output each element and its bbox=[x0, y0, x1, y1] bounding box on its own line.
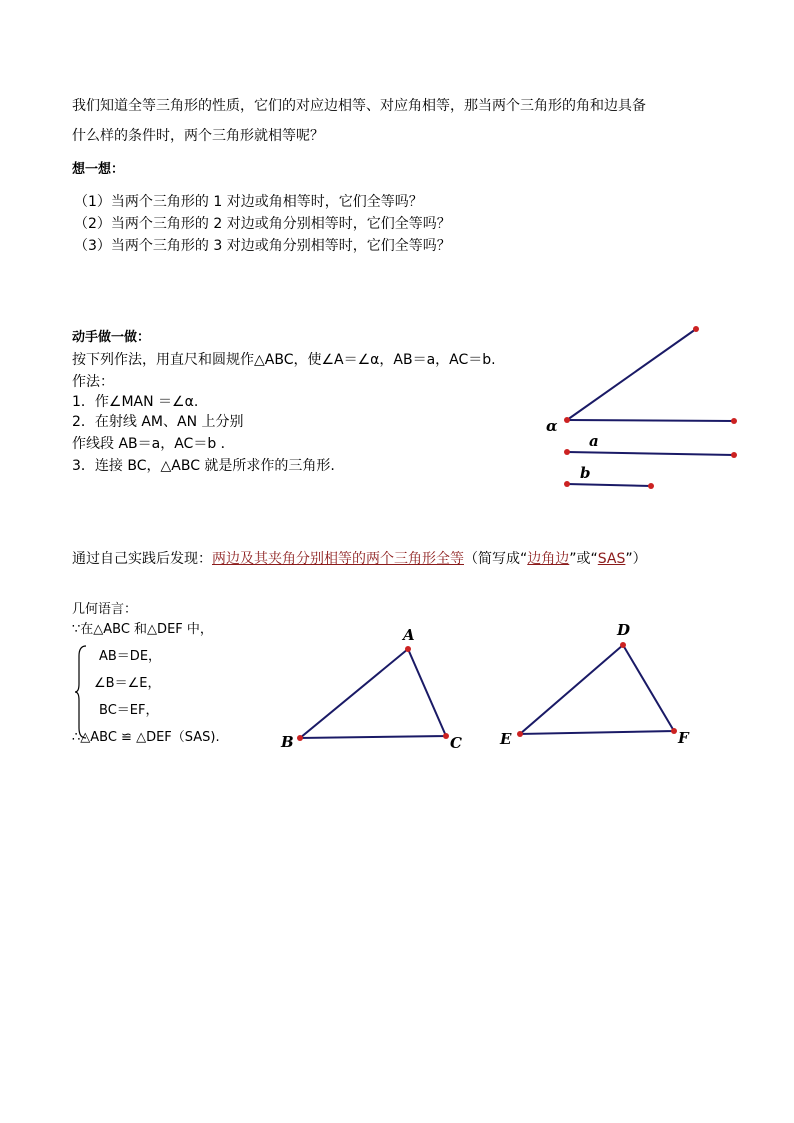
segment-b bbox=[567, 484, 651, 486]
think-heading: 想一想： bbox=[72, 162, 125, 177]
vertex-a bbox=[405, 646, 411, 652]
brace-icon bbox=[74, 644, 88, 740]
construction-figure bbox=[540, 320, 750, 500]
conclusion bbox=[72, 549, 647, 569]
vertex-d bbox=[620, 642, 626, 648]
step-2a: 2．在射线 AM、AN 上分别 bbox=[72, 414, 244, 430]
label-F: F bbox=[678, 729, 689, 747]
point bbox=[693, 326, 699, 332]
step-3: 3．连接 BC，△ABC 就是所求作的三角形. bbox=[72, 458, 335, 474]
proof-heading: 几何语言： bbox=[72, 602, 138, 617]
practice-heading: 动手做一做： bbox=[72, 330, 151, 345]
condition-3: BC＝EF， bbox=[99, 703, 159, 718]
method-label: 作法： bbox=[72, 374, 114, 390]
label-B: B bbox=[281, 733, 294, 751]
point bbox=[731, 452, 737, 458]
conclusion-prefix: 通过自己实践后发现： bbox=[72, 551, 212, 567]
point bbox=[648, 483, 654, 489]
practice-task: 按下列作法，用直尺和圆规作△ABC，使∠A＝∠α，AB＝a，AC＝b. bbox=[72, 352, 496, 368]
question-1: （1）当两个三角形的 1 对边或角相等时，它们全等吗？ bbox=[74, 194, 423, 210]
label-A: A bbox=[403, 626, 415, 644]
condition-1: AB＝DE， bbox=[99, 649, 162, 664]
question-3: （3）当两个三角形的 3 对边或角分别相等时，它们全等吗？ bbox=[74, 238, 451, 254]
point bbox=[731, 418, 737, 424]
conclusion-mid-1: （简写成“ bbox=[464, 551, 528, 567]
triangle-figures bbox=[270, 620, 710, 760]
label-a: a bbox=[589, 432, 599, 450]
triangle-abc bbox=[300, 649, 446, 738]
intro-line-1: 我们知道全等三角形的性质，它们的对应边相等、对应角相等，那当两个三角形的角和边具备 bbox=[72, 98, 646, 114]
short-name-2: SAS bbox=[597, 551, 626, 567]
proof-therefore: ∴△ABC ≌ △DEF（SAS). bbox=[72, 730, 220, 745]
label-E: E bbox=[500, 730, 512, 748]
triangle-def bbox=[520, 645, 674, 734]
vertex-c bbox=[443, 733, 449, 739]
vertex-e bbox=[517, 731, 523, 737]
proof-because: ∵在△ABC 和△DEF 中， bbox=[72, 622, 213, 637]
condition-2: ∠B＝∠E， bbox=[94, 676, 161, 691]
question-2: （2）当两个三角形的 2 对边或角分别相等时，它们全等吗？ bbox=[74, 216, 451, 232]
intro-line-2: 什么样的条件时，两个三角形就相等呢？ bbox=[72, 128, 324, 144]
conclusion-mid-2: ”或“ bbox=[569, 551, 598, 567]
short-name-1: 边角边 bbox=[527, 551, 570, 567]
step-2b: 作线段 AB＝a，AC＝b ． bbox=[72, 436, 235, 452]
ray-am bbox=[567, 329, 696, 420]
point bbox=[564, 417, 570, 423]
label-D: D bbox=[617, 621, 631, 639]
point bbox=[564, 481, 570, 487]
label-b: b bbox=[580, 464, 591, 482]
vertex-f bbox=[671, 728, 677, 734]
theorem-text: 两边及其夹角分别相等的两个三角形全等 bbox=[212, 551, 464, 567]
step-1: 1．作∠MAN ＝∠α. bbox=[72, 394, 199, 410]
conclusion-end: ”） bbox=[625, 551, 647, 567]
vertex-b bbox=[297, 735, 303, 741]
ray-an bbox=[567, 420, 734, 421]
label-alpha: α bbox=[546, 417, 558, 435]
point bbox=[564, 449, 570, 455]
segment-a bbox=[567, 452, 734, 455]
label-C: C bbox=[450, 734, 462, 752]
